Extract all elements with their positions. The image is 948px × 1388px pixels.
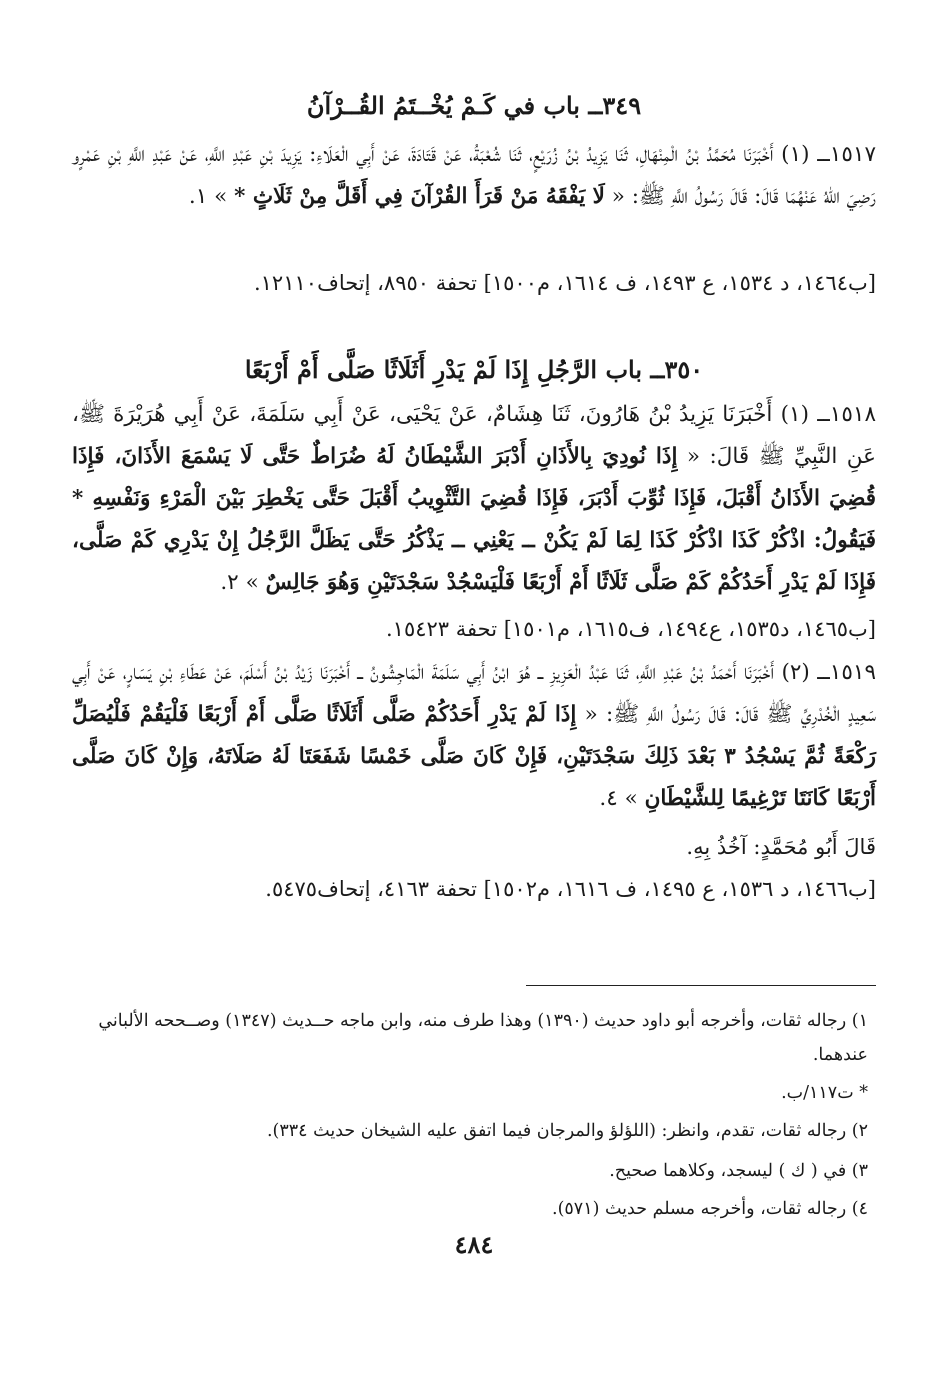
hadith-1517-close: » ١. [188, 184, 228, 209]
hadith-1518-close: » ٢. [220, 570, 259, 595]
footnote-2: ٢) رجاله ثقات، تقدم، وانظر: (اللؤلؤ والمرجان فيما اتفق عليه الشيخان حديث ٣٣٤). [266, 1121, 868, 1141]
hadith-1517 [72, 134, 876, 218]
footnote-divider [526, 985, 876, 986]
hadith-1518 [72, 394, 876, 604]
chapter-350-heading: ٣٥٠ــ باب الرَّجُلِ إِذَا لَمْ يَدْرِ أَثَلَاثًا صَلَّى أَمْ أَرْبَعًا [244, 355, 704, 384]
hadith-1518-refs: [ب١٤٦٥، د١٥٣٥، ع١٤٩٤، ف١٦١٥، م١٥٠١] تحفة ١٥٤٢٣. [385, 617, 876, 641]
hadith-1519-qala: قَالَ أَبُو مُحَمَّدٍ: آخُذُ بِهِ. [686, 835, 876, 859]
hadith-1519-close: » ٤. [599, 786, 638, 811]
footnote-1: ١) رجاله ثقات، وأخرجه أبو داود حديث (١٣٩٠) وهذا طرف منه، وابن ماجه حــديث (١٣٤٧) وصــححه الألباني عندهما. [98, 1011, 868, 1065]
hadith-1519-isnad: ١٥١٩ــ (٢) أَخْبَرَنَا أَحْمَدُ بْنُ عَبْدِ اللَّهِ، ثَنَا عَبْدُ الْعَزِيزِ ــ هُوَ ابْنُ أَبِي سَلَمَةَ الْمَاجِشُونُ ــ أَخْبَرَنَا زَيْدُ بْنُ أَسْلَمَ، عَنْ عَطَاءِ بْنِ يَسَارٍ، عَنْ أَبِي سَعِيدٍ الْخُدْرِيِّ ﷺ قَالَ: قَالَ رَسُولُ اللَّهِ ﷺ: « [72, 660, 876, 727]
footnote-3: ٣) في ( ك ) ليسجد، وكلاهما صحيح. [609, 1161, 868, 1181]
hadith-1518-matn: إِذَا نُودِيَ بِالأَذَانِ أَدْبَرَ الشَّيْطَانُ لَهُ ضُرَاطٌ حَتَّى لَا يَسْمَعَ الأَذَانَ، فَإِذَا قُضِيَ الأَذَانُ أَقْبَلَ، فَإِذَا ثُوِّبَ أَدْبَرَ، فَإِذَا قُضِيَ التَّثْوِيبُ أَقْبَلَ حَتَّى يَخْطِرَ بَيْنَ الْمَرْءِ وَنَفْسِهِ * فَيَقُولُ: اذْكُرْ كَذَا اذْكُرْ كَذَا لِمَا لَمْ يَكُنْ ــ يَعْنِي ــ يَذْكُرُ حَتَّى يَظَلَّ الرَّجُلُ إِنْ يَدْرِي كَمْ صَلَّى، فَإِذَا لَمْ يَدْرِ أَحَدُكُمْ كَمْ صَلَّى ثَلَاثًا أَمْ أَرْبَعًا فَلْيَسْجُدْ سَجْدَتَيْنِ وَهُوَ جَالِسٌ [72, 444, 876, 595]
hadith-1519-matn: إِذَا لَمْ يَدْرِ أَحَدُكُمْ صَلَّى أَثَلَاثًا صَلَّى أَمْ أَرْبَعًا فَلْيَقُمْ فَلْيُصَلِّ رَكْعَةً ثُمَّ يَسْجُدُ ٣ بَعْدَ ذَلِكَ سَجْدَتَيْنِ، فَإِنْ كَانَ صَلَّى خَمْسًا شَفَعَتَا لَهُ صَلَاتَهُ، وَإِنْ كَانَ صَلَّى أَرْبَعًا كَانَتَا تَرْغِيمًا لِلشَّيْطَانِ [72, 702, 876, 811]
hadith-1519-refs: [ب١٤٦٦، د ١٥٣٦، ع ١٤٩٥، ف ١٦١٦، م١٥٠٢] تحفة ٤١٦٣، إتحاف٥٤٧٥. [265, 877, 876, 901]
footnote-folio: * ت١١٧/ب. [781, 1083, 868, 1103]
hadith-1517-refs: [ب١٤٦٤، د ١٥٣٤، ع ١٤٩٣، ف ١٦١٤، م١٥٠٠] تحفة ٨٩٥٠، إتحاف١٢١١٠. [253, 271, 876, 295]
hadith-1519 [72, 652, 876, 820]
hadith-1517-isnad: ١٥١٧ــ (١) أَخْبَرَنَا مُحَمَّدُ بْنُ الْمِنْهَالِ، ثَنَا يَزِيدُ بْنُ زُرَيْعٍ، ثَنَا شُعْبَةُ، عَنْ قَتَادَةَ، عَنْ أَبِي الْعَلَاءِ: يَزِيدَ بْنِ عَبْدِ اللَّهِ، عَنْ عَبْدِ اللَّهِ بْنِ عَمْرٍو رَضِيَ اللهُ عَنْهُمَا قَالَ: قَالَ رَسُولُ اللَّهِ ﷺ: « [72, 142, 876, 209]
footnote-4: ٤) رجاله ثقات، وأخرجه مسلم حديث (٥٧١). [552, 1199, 868, 1219]
chapter-349-heading: ٣٤٩ــ باب في كَـمْ يُخْــتَمُ القُــرْآنُ [306, 91, 642, 120]
page-number: ٤٨٤ [454, 1230, 494, 1259]
hadith-1518-isnad: ١٥١٨ــ (١) أَخْبَرَنَا يَزِيدُ بْنُ هَارُونَ، ثَنَا هِشَامٌ، عَنْ يَحْيَى، عَنْ أَبِي سَلَمَةَ، عَنْ أَبِي هُرَيْرَةَ ﷺ، عَنِ النَّبِيِّ ﷺ قَالَ: « [72, 402, 876, 469]
hadith-1517-matn: لَا يَفْقَهُ مَنْ قَرَأَ القُرْآنَ فِي أَقَلَّ مِنْ ثَلَاثٍ * [234, 184, 605, 209]
